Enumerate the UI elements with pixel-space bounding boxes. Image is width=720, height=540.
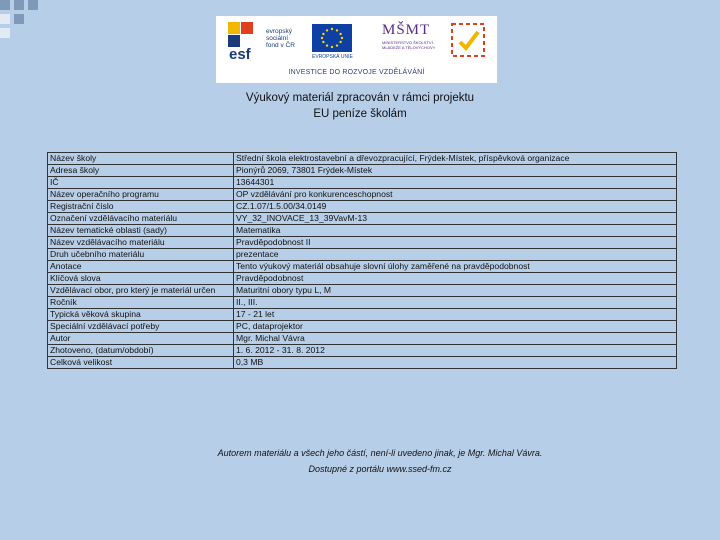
row-value: Mgr. Michal Vávra bbox=[234, 333, 677, 345]
row-label: Název školy bbox=[48, 153, 234, 165]
row-value: Pravděpodobnost II bbox=[234, 237, 677, 249]
row-value: Tento výukový materiál obsahuje slovní úlohy zaměřené na pravděpodobnost bbox=[234, 261, 677, 273]
footer-line-2: Dostupné z portálu www.ssed-fm.cz bbox=[308, 464, 452, 474]
row-value: Matematika bbox=[234, 225, 677, 237]
row-value: OP vzdělávání pro konkurenceschopnost bbox=[234, 189, 677, 201]
table-row bbox=[48, 261, 677, 273]
eu-logo bbox=[312, 24, 378, 68]
decor-square bbox=[14, 0, 24, 10]
table-row bbox=[48, 309, 677, 321]
msmt-logo bbox=[382, 22, 442, 66]
eu-flag-icon bbox=[312, 24, 352, 52]
table-row bbox=[48, 177, 677, 189]
row-label: Klíčová slova bbox=[48, 273, 234, 285]
row-label: Zhotoveno, (datum/období) bbox=[48, 345, 234, 357]
row-label: Adresa školy bbox=[48, 165, 234, 177]
row-label: IČ bbox=[48, 177, 234, 189]
row-value: II., III. bbox=[234, 297, 677, 309]
row-label: Název tematické oblasti (sady) bbox=[48, 225, 234, 237]
row-value: PC, dataprojektor bbox=[234, 321, 677, 333]
row-value: 17 - 21 let bbox=[234, 309, 677, 321]
row-value: 1. 6. 2012 - 31. 8. 2012 bbox=[234, 345, 677, 357]
table-row bbox=[48, 273, 677, 285]
esf-logo-text: evropský sociální fond v ČR bbox=[266, 28, 295, 49]
table-row bbox=[48, 225, 677, 237]
page-heading bbox=[200, 90, 520, 122]
eu-logo-text: EVROPSKÁ UNIE bbox=[312, 54, 353, 60]
heading-line-1: Výukový materiál zpracován v rámci projektu bbox=[245, 92, 475, 104]
table-row bbox=[48, 345, 677, 357]
table-row bbox=[48, 249, 677, 261]
esf-logo-icon bbox=[228, 22, 262, 62]
row-label: Typická věková skupina bbox=[48, 309, 234, 321]
table-row bbox=[48, 333, 677, 345]
row-value: Střední škola elektrostavební a dřevozpracující, Frýdek-Místek, příspěvková organizace bbox=[234, 153, 677, 165]
row-label: Vzdělávací obor, pro který je materiál určen bbox=[48, 285, 234, 297]
logo-banner bbox=[216, 16, 497, 83]
logo-caption: INVESTICE DO ROZVOJE VZDĚLÁVÁNÍ bbox=[288, 69, 425, 76]
decor-square bbox=[28, 0, 38, 10]
row-value: Pravděpodobnost bbox=[234, 273, 677, 285]
row-label: Název operačního programu bbox=[48, 189, 234, 201]
table-row bbox=[48, 237, 677, 249]
table-row bbox=[48, 285, 677, 297]
decor-square bbox=[0, 14, 10, 24]
table-row bbox=[48, 213, 677, 225]
row-value: prezentace bbox=[234, 249, 677, 261]
row-label: Celková velikost bbox=[48, 357, 234, 369]
heading-line-2: EU peníze školám bbox=[313, 108, 407, 120]
msmt-logo-text: MINISTERSTVO ŠKOLSTVÍ, MLÁDEŽE A TĚLOVÝCHOVY bbox=[382, 40, 436, 50]
op-logo-icon bbox=[448, 20, 488, 60]
footer-note bbox=[150, 445, 610, 477]
row-label: Označení vzdělávacího materiálu bbox=[48, 213, 234, 225]
row-label: Ročník bbox=[48, 297, 234, 309]
table-row bbox=[48, 165, 677, 177]
row-label: Název vzdělávacího materiálu bbox=[48, 237, 234, 249]
msmt-logo-mark: MŠMT bbox=[382, 22, 431, 38]
table-row bbox=[48, 153, 677, 165]
material-info-table bbox=[47, 152, 677, 369]
footer-line-1: Autorem materiálu a všech jeho částí, není-li uvedeno jinak, je Mgr. Michal Vávra. bbox=[217, 448, 543, 458]
row-label: Druh učebního materiálu bbox=[48, 249, 234, 261]
row-value: CZ.1.07/1.5.00/34.0149 bbox=[234, 201, 677, 213]
row-value: VY_32_INOVACE_13_39VavM-13 bbox=[234, 213, 677, 225]
row-value: 13644301 bbox=[234, 177, 677, 189]
row-label: Speciální vzdělávací potřeby bbox=[48, 321, 234, 333]
table-row bbox=[48, 357, 677, 369]
decor-square bbox=[0, 28, 10, 38]
row-value: Maturitní obory typu L, M bbox=[234, 285, 677, 297]
row-label: Registrační číslo bbox=[48, 201, 234, 213]
row-value: Pionýrů 2069, 73801 Frýdek-Místek bbox=[234, 165, 677, 177]
esf-logo-mark: esf bbox=[229, 46, 251, 62]
table-row bbox=[48, 321, 677, 333]
decor-square bbox=[0, 0, 10, 10]
row-label: Autor bbox=[48, 333, 234, 345]
table-row bbox=[48, 297, 677, 309]
table-row bbox=[48, 189, 677, 201]
row-label: Anotace bbox=[48, 261, 234, 273]
decor-square bbox=[14, 14, 24, 24]
table-row bbox=[48, 201, 677, 213]
op-logo bbox=[448, 20, 488, 62]
row-value: 0,3 MB bbox=[234, 357, 677, 369]
